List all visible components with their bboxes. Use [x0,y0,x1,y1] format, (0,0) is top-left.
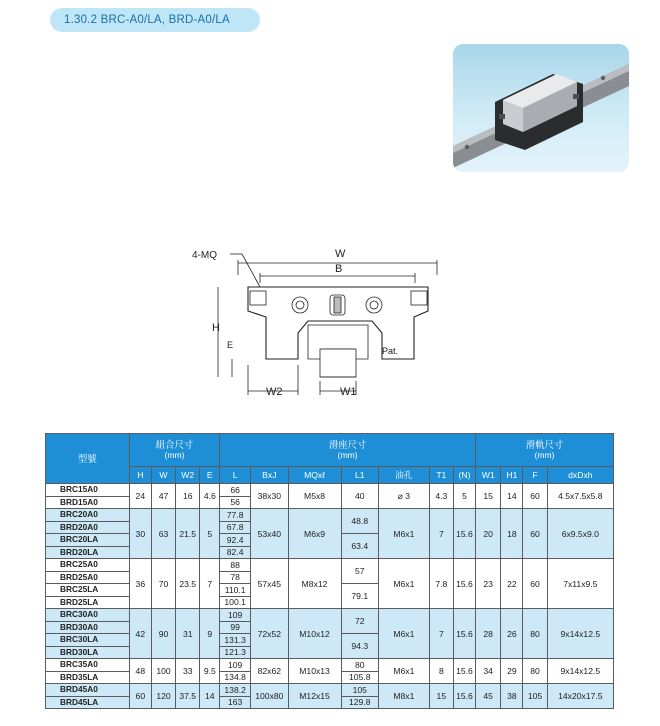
header-block: 滑座尺寸 (mm) [220,434,476,467]
cell-h1: 29 [501,659,523,684]
cell-l: 100.1 [220,596,251,609]
model-group [46,684,614,709]
model-group [46,484,614,509]
col-header: H [129,467,151,484]
cell-h: 60 [129,684,151,709]
cell-mq: M6x9 [288,509,341,559]
cell-n: 15.6 [453,509,475,559]
cell-w2: 23.5 [176,559,200,609]
cell-e: 9.5 [200,659,220,684]
cell-l1: 63.4 [341,534,378,559]
cell-ddh: 6x9.5x9.0 [547,509,613,559]
cell-l: 134.8 [220,671,251,684]
cell-h1: 22 [501,559,523,609]
col-header: H1 [501,467,523,484]
cell-l1: 129.8 [341,696,378,709]
cell-bxj: 53x40 [251,509,288,559]
cell-ddh: 9x14x12.5 [547,609,613,659]
cell-model: BRC30LA [46,634,130,647]
col-header: W1 [476,467,501,484]
cell-l: 56 [220,496,251,509]
cell-w2: 21.5 [176,509,200,559]
model-group [46,659,614,684]
cell-w1: 34 [476,659,501,684]
cell-w2: 33 [176,659,200,684]
cell-w1: 20 [476,509,501,559]
cell-oil: M6x1 [378,659,429,684]
cell-n: 15.6 [453,609,475,659]
cell-ddh: 14x20x17.5 [547,684,613,709]
cell-h: 36 [129,559,151,609]
cell-w1: 15 [476,484,501,509]
cell-h1: 26 [501,609,523,659]
col-header: T1 [429,467,453,484]
cell-model: BRC25A0 [46,559,130,572]
cell-l1: 57 [341,559,378,584]
cell-model: BRD30LA [46,646,130,659]
cell-ddh: 9x14x12.5 [547,659,613,684]
table-row [46,609,614,622]
cell-model: BRD45LA [46,696,130,709]
cell-w2: 31 [176,609,200,659]
cell-l1: 79.1 [341,584,378,609]
cell-model: BRC25LA [46,584,130,597]
col-header: BxJ [251,467,288,484]
cell-l1: 72 [341,609,378,634]
cell-mq: M10x13 [288,659,341,684]
col-header: MQxℓ [288,467,341,484]
cell-h: 42 [129,609,151,659]
cell-bxj: 82x62 [251,659,288,684]
cell-l: 110.1 [220,584,251,597]
cell-l: 77.8 [220,509,251,522]
cell-t1: 4.3 [429,484,453,509]
cell-e: 9 [200,609,220,659]
cell-w1: 23 [476,559,501,609]
cell-e: 5 [200,509,220,559]
cell-n: 5 [453,484,475,509]
guide-block-icon [453,44,629,172]
col-header: L [220,467,251,484]
cell-f: 80 [523,609,547,659]
cell-w1: 28 [476,609,501,659]
cell-model: BRC20LA [46,534,130,547]
cell-h: 48 [129,659,151,684]
cell-oil: M6x1 [378,509,429,559]
cell-ddh: 7x11x9.5 [547,559,613,609]
cell-h1: 14 [501,484,523,509]
label-b: B [335,263,343,275]
cell-l1: 105.8 [341,671,378,684]
cell-bxj: 72x52 [251,609,288,659]
cell-n: 15.6 [453,684,475,709]
section-title: 1.30.2 BRC-A0/LA, BRD-A0/LA [50,8,260,32]
cell-w1: 45 [476,684,501,709]
col-header: (N) [453,467,475,484]
cell-l: 82.4 [220,546,251,559]
cell-l: 138.2 [220,684,251,697]
cell-l: 67.8 [220,521,251,534]
table-row [46,484,614,497]
cell-l: 163 [220,696,251,709]
model-group [46,609,614,659]
cell-l1: 48.8 [341,509,378,534]
cell-oil: M8x1 [378,684,429,709]
model-group [46,559,614,609]
cell-bxj: 100x80 [251,684,288,709]
cell-l1: 40 [341,484,378,509]
cell-h1: 38 [501,684,523,709]
cell-oil: M6x1 [378,609,429,659]
cell-model: BRD25LA [46,596,130,609]
cell-w: 47 [151,484,175,509]
cell-l1: 105 [341,684,378,697]
cross-section-drawing [190,235,480,410]
cell-f: 60 [523,484,547,509]
cell-mq: M12x15 [288,684,341,709]
cell-l: 99 [220,621,251,634]
label-pat: Pat. [382,346,399,356]
cell-n: 15.6 [453,559,475,609]
cell-oil: M6x1 [378,559,429,609]
model-group [46,509,614,559]
cell-h: 24 [129,484,151,509]
cell-model: BRD20A0 [46,521,130,534]
header-combo: 組合尺寸 (mm) [129,434,219,467]
table-row [46,684,614,697]
col-header: dxDxh [547,467,613,484]
cell-l: 121.3 [220,646,251,659]
cell-l: 78 [220,571,251,584]
cell-model: BRD15A0 [46,496,130,509]
cell-l: 131.3 [220,634,251,647]
cell-e: 14 [200,684,220,709]
cell-t1: 7 [429,609,453,659]
cell-t1: 7.8 [429,559,453,609]
cell-l: 88 [220,559,251,572]
col-header: 油孔 [378,467,429,484]
col-header: F [523,467,547,484]
spec-table [45,433,614,709]
col-header: W [151,467,175,484]
cell-l: 92.4 [220,534,251,547]
cell-w: 90 [151,609,175,659]
cell-mq: M8x12 [288,559,341,609]
cell-bxj: 57x45 [251,559,288,609]
cell-t1: 8 [429,659,453,684]
table-row [46,509,614,522]
label-w: W [335,248,346,260]
cell-model: BRD30A0 [46,621,130,634]
cell-model: BRD20LA [46,546,130,559]
cell-model: BRD35LA [46,671,130,684]
label-h: H [212,322,220,334]
cell-model: BRD45A0 [46,684,130,697]
cell-e: 7 [200,559,220,609]
col-header: W2 [176,467,200,484]
cell-f: 60 [523,509,547,559]
cell-n: 15.6 [453,659,475,684]
cell-l: 109 [220,659,251,672]
cell-w: 70 [151,559,175,609]
label-4mq: 4-MQ [192,250,217,261]
cell-bxj: 38x30 [251,484,288,509]
cell-l: 109 [220,609,251,622]
cell-model: BRD25A0 [46,571,130,584]
cell-w: 120 [151,684,175,709]
cell-model: BRC15A0 [46,484,130,497]
cell-t1: 15 [429,684,453,709]
linear-guide-block-photo [453,44,629,172]
cell-l: 66 [220,484,251,497]
cell-w2: 16 [176,484,200,509]
cell-e: 4.6 [200,484,220,509]
cell-model: BRC20A0 [46,509,130,522]
cell-w: 63 [151,509,175,559]
table-row [46,659,614,672]
cell-h1: 18 [501,509,523,559]
header-rail: 滑軌尺寸 (mm) [476,434,614,467]
cell-ddh: 4.5x7.5x5.8 [547,484,613,509]
cell-model: BRC30A0 [46,609,130,622]
cell-oil: ⌀ 3 [378,484,429,509]
cell-l1: 80 [341,659,378,672]
cell-l1: 94.3 [341,634,378,659]
cell-mq: M5x8 [288,484,341,509]
cell-f: 60 [523,559,547,609]
header-model: 型號 [46,434,130,484]
label-w2: W2 [266,386,283,398]
cell-model: BRC35A0 [46,659,130,672]
cell-w2: 37.5 [176,684,200,709]
cell-f: 80 [523,659,547,684]
cell-f: 105 [523,684,547,709]
cell-t1: 7 [429,509,453,559]
label-w1: W1 [340,386,357,398]
label-e: E [227,340,234,350]
cell-mq: M10x12 [288,609,341,659]
col-header: L1 [341,467,378,484]
col-header: E [200,467,220,484]
table-row [46,559,614,572]
cell-h: 30 [129,509,151,559]
cell-w: 100 [151,659,175,684]
